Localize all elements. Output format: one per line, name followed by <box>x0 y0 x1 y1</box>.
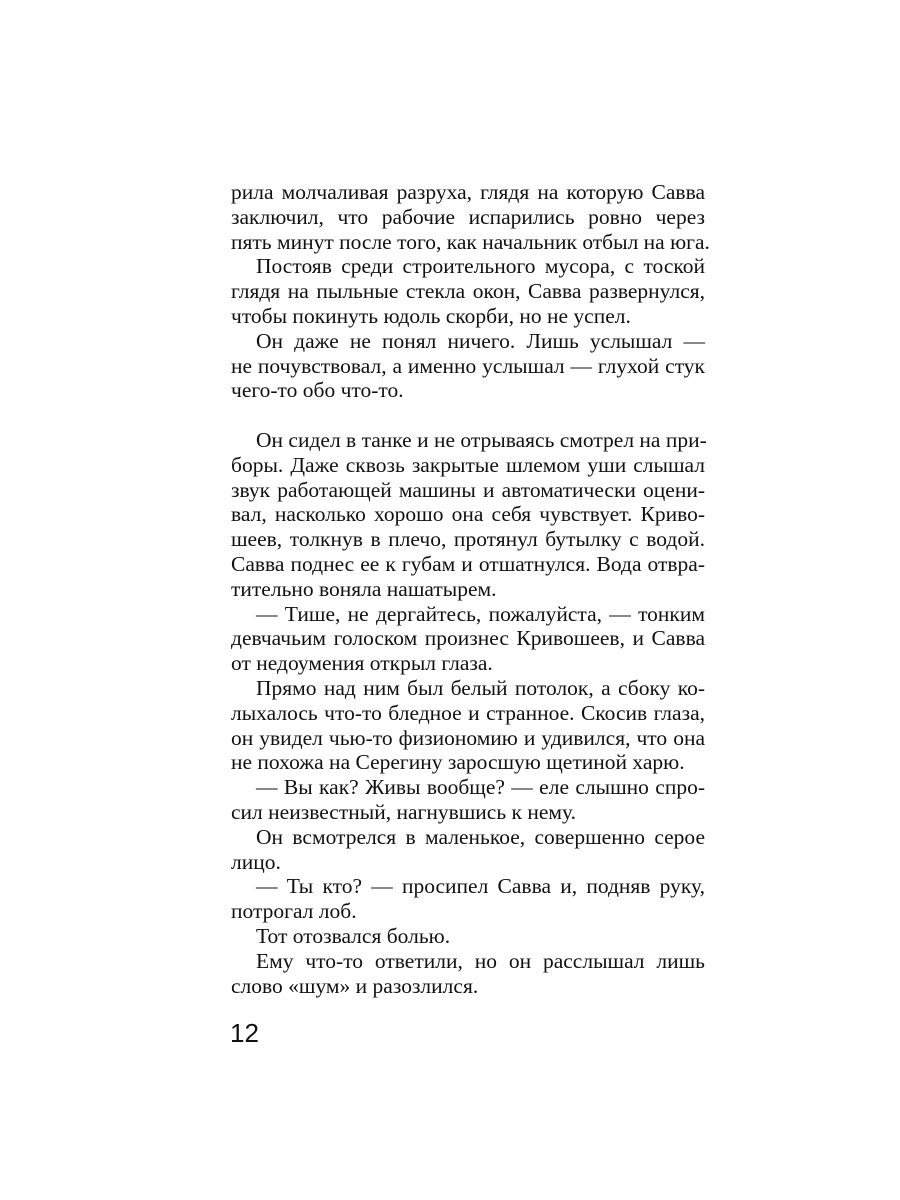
text-line: Постояв среди строительного мусора, с тоской <box>256 254 705 279</box>
text-line: от недоумения открыл глаза. <box>231 651 493 676</box>
text-line: девчачьим голоском произнес Кривошеев, и Савва <box>231 626 705 651</box>
text-line: чтобы покинуть юдоль скорби, но не успел. <box>231 303 631 328</box>
page-text-block <box>231 180 710 998</box>
text-line: не почувствовал, а именно услышал — глухой стук <box>231 353 705 378</box>
text-line: Тот отозвался болью. <box>256 923 451 948</box>
text-line: — Вы как? Живы вообще? — еле слышно спро- <box>256 775 705 800</box>
page-number: 12 <box>230 1018 259 1048</box>
text-line: звук работающей машины и автоматически оцени- <box>231 477 705 502</box>
text-line: сил неизвестный, нагнувшись к нему. <box>231 799 576 824</box>
text-line: Ему что-то ответили, но он расслышал лишь <box>256 948 705 973</box>
text-line: — Ты кто? — просипел Савва и, подняв руку, <box>256 874 705 899</box>
text-line: Он всмотрелся в маленькое, совершенно серое <box>256 824 705 849</box>
text-line: рила молчаливая разруха, глядя на которую Савва <box>231 180 705 204</box>
text-line: Он даже не понял ничего. Лишь услышал — <box>256 328 705 353</box>
section-break <box>231 403 705 428</box>
text-line: не похожа на Серегину заросшую щетиной харю. <box>231 750 685 775</box>
text-line: он увидел чью-то физиономию и удивился, что она <box>231 725 705 750</box>
text-line: лыхалось что-то бледное и странное. Скосив глаза, <box>231 700 705 725</box>
text-line: боры. Даже сквозь закрытые шлемом уши слышал <box>231 452 705 477</box>
text-line: пять минут после того, как начальник отбыл на юга. <box>231 229 710 254</box>
text-line: — Тише, не дергайтесь, пожалуйста, — тонким <box>256 601 705 626</box>
text-line: тительно воняла нашатырем. <box>231 576 497 601</box>
text-line: вал, насколько хорошо она себя чувствует. Криво- <box>231 502 705 527</box>
text-line: шеев, толкнув в плечо, протянул бутылку с водой. <box>231 527 705 552</box>
text-line: глядя на пыльные стекла окон, Савва развернулся, <box>231 279 705 304</box>
text-line: потрогал лоб. <box>231 899 357 924</box>
text-line: чего-то обо что-то. <box>231 378 404 403</box>
text-line: слово «шум» и разозлился. <box>231 973 479 998</box>
text-line: Прямо над ним был белый потолок, а сбоку ко- <box>256 675 705 700</box>
text-line: Он сидел в танке и не отрываясь смотрел на при- <box>256 427 707 452</box>
text-line: заключил, что рабочие испарились ровно через <box>231 204 705 229</box>
text-line: лицо. <box>231 849 281 874</box>
text-line: Савва поднес ее к губам и отшатнулся. Вода отвра- <box>231 551 705 576</box>
